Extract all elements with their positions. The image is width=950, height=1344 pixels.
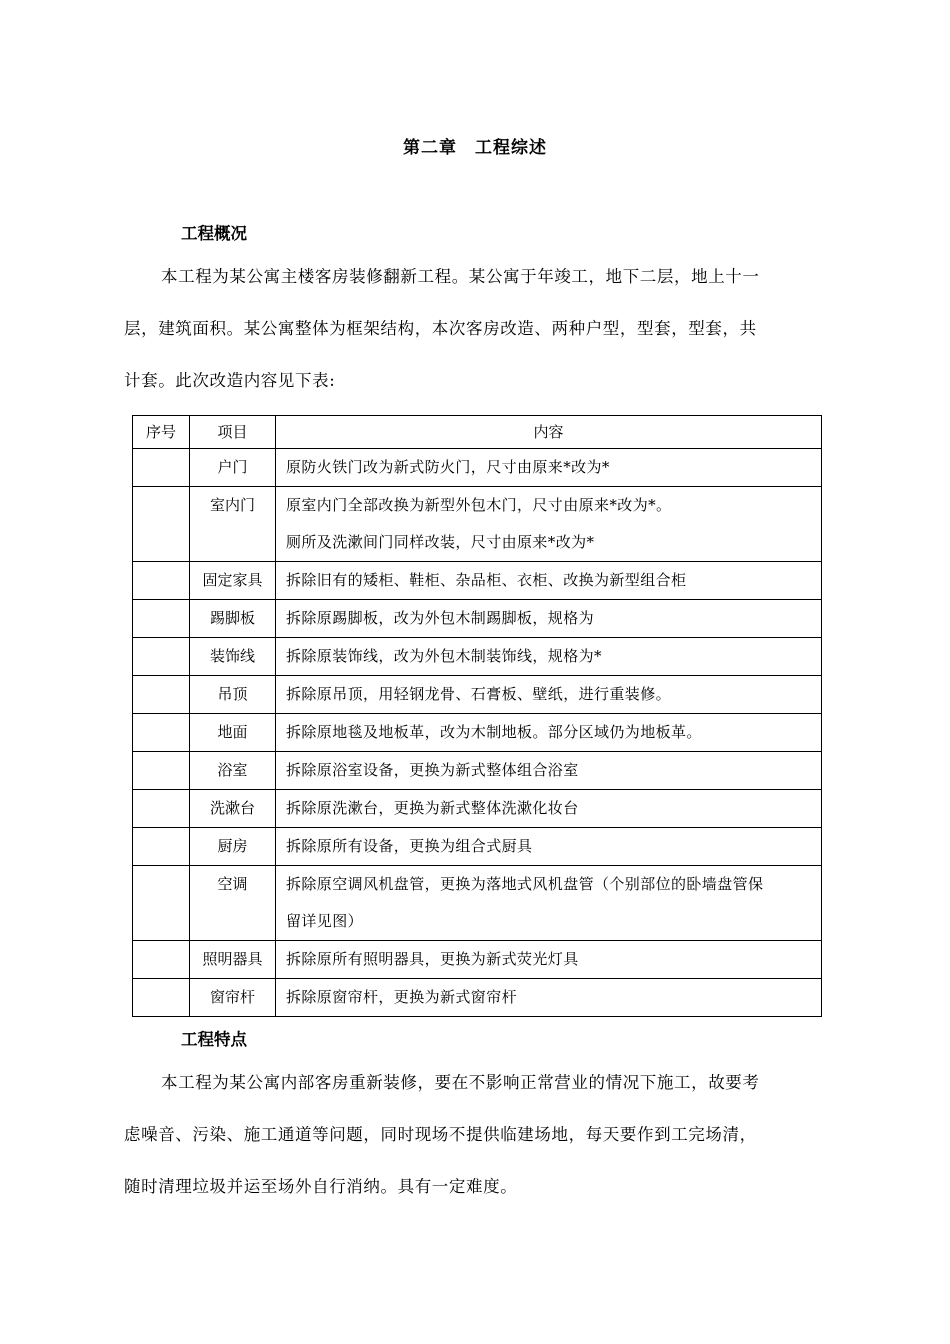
chapter-title: 第二章 工程综述 [403, 138, 547, 158]
table-row [133, 562, 822, 600]
row-content-cell: 拆除原所有设备，更换为组合式厨具 [276, 828, 822, 866]
row-item-cell: 固定家具 [190, 562, 276, 600]
row-number-cell [133, 828, 190, 866]
row-item-cell: 窗帘杆 [190, 979, 276, 1017]
renovation-table [132, 415, 822, 1017]
row-number-cell [133, 562, 190, 600]
paragraph-line: 本工程为某公寓主楼客房装修翻新工程。某公寓于年竣工，地下二层，地上十一 [161, 267, 760, 286]
row-number-cell [133, 638, 190, 676]
content-line: 厕所及洗漱间门同样改装，尺寸由原来*改为* [286, 533, 595, 551]
paragraph-line: 随时清理垃圾并运至场外自行消纳。具有一定难度。 [124, 1177, 518, 1196]
paragraph-line: 层，建筑面积。某公寓整体为框架结构，本次客房改造、两种户型，型套，型套，共 [124, 319, 757, 338]
content-line: 拆除原空调风机盘管，更换为落地式风机盘管（个别部位的卧墙盘管保 [286, 875, 764, 893]
row-content-cell: 拆除原地毯及地板革，改为木制地板。部分区域仍为地板革。 [276, 714, 822, 752]
row-content-cell: 原防火铁门改为新式防火门，尺寸由原来*改为* [276, 449, 822, 487]
row-number-cell [133, 790, 190, 828]
row-number-cell [133, 714, 190, 752]
content-line: 留详见图） [286, 912, 364, 930]
row-number-cell [133, 676, 190, 714]
row-content-cell: 拆除原装饰线，改为外包木制装饰线，规格为* [276, 638, 822, 676]
row-item-cell: 吊顶 [190, 676, 276, 714]
table-row [133, 828, 822, 866]
row-content-cell: 拆除原吊顶，用轻钢龙骨、石膏板、壁纸，进行重装修。 [276, 676, 822, 714]
row-content-cell: 拆除原洗漱台，更换为新式整体洗漱化妆台 [276, 790, 822, 828]
table-row [133, 866, 822, 941]
row-number-cell [133, 487, 190, 562]
table-row [133, 714, 822, 752]
row-number-cell [133, 449, 190, 487]
table-row [133, 979, 822, 1017]
row-item-cell: 户门 [190, 449, 276, 487]
table-row [133, 790, 822, 828]
row-item-cell: 浴室 [190, 752, 276, 790]
row-content-cell: 拆除原踢脚板，改为外包木制踢脚板，规格为 [276, 600, 822, 638]
paragraph-line: 虑噪音、污染、施工通道等问题，同时现场不提供临建场地，每天要作到工完场清， [124, 1125, 757, 1144]
table-header-row [133, 416, 822, 449]
table-row [133, 941, 822, 979]
row-content-cell: 拆除原所有照明器具，更换为新式荧光灯具 [276, 941, 822, 979]
table-row [133, 449, 822, 487]
content-line: 原室内门全部改换为新型外包木门，尺寸由原来*改为*。 [286, 496, 672, 514]
row-item-cell: 照明器具 [190, 941, 276, 979]
row-item-cell: 空调 [190, 866, 276, 941]
features-heading: 工程特点 [181, 1030, 247, 1049]
row-content-cell [276, 487, 822, 562]
table-row [133, 676, 822, 714]
overview-paragraph [124, 266, 834, 422]
row-content-cell: 拆除原浴室设备，更换为新式整体组合浴室 [276, 752, 822, 790]
row-item-cell: 厨房 [190, 828, 276, 866]
overview-heading: 工程概况 [181, 224, 247, 243]
row-item-cell: 室内门 [190, 487, 276, 562]
table-row [133, 638, 822, 676]
row-content-cell [276, 866, 822, 941]
row-number-cell [133, 600, 190, 638]
table-row [133, 487, 822, 562]
row-item-cell: 洗漱台 [190, 790, 276, 828]
row-item-cell: 地面 [190, 714, 276, 752]
row-number-cell [133, 979, 190, 1017]
row-item-cell: 装饰线 [190, 638, 276, 676]
row-item-cell: 踢脚板 [190, 600, 276, 638]
row-number-cell [133, 866, 190, 941]
table-row [133, 752, 822, 790]
header-item: 项目 [190, 416, 276, 449]
row-content-cell: 拆除原窗帘杆，更换为新式窗帘杆 [276, 979, 822, 1017]
row-number-cell [133, 941, 190, 979]
features-paragraph [124, 1072, 834, 1228]
paragraph-line: 本工程为某公寓内部客房重新装修，要在不影响正常营业的情况下施工，故要考 [161, 1073, 760, 1092]
row-number-cell [133, 752, 190, 790]
table-row [133, 600, 822, 638]
row-content-cell: 拆除旧有的矮柜、鞋柜、杂品柜、衣柜、改换为新型组合柜 [276, 562, 822, 600]
paragraph-line: 计套。此次改造内容见下表: [124, 371, 336, 390]
header-content: 内容 [276, 416, 822, 449]
header-no: 序号 [133, 416, 190, 449]
